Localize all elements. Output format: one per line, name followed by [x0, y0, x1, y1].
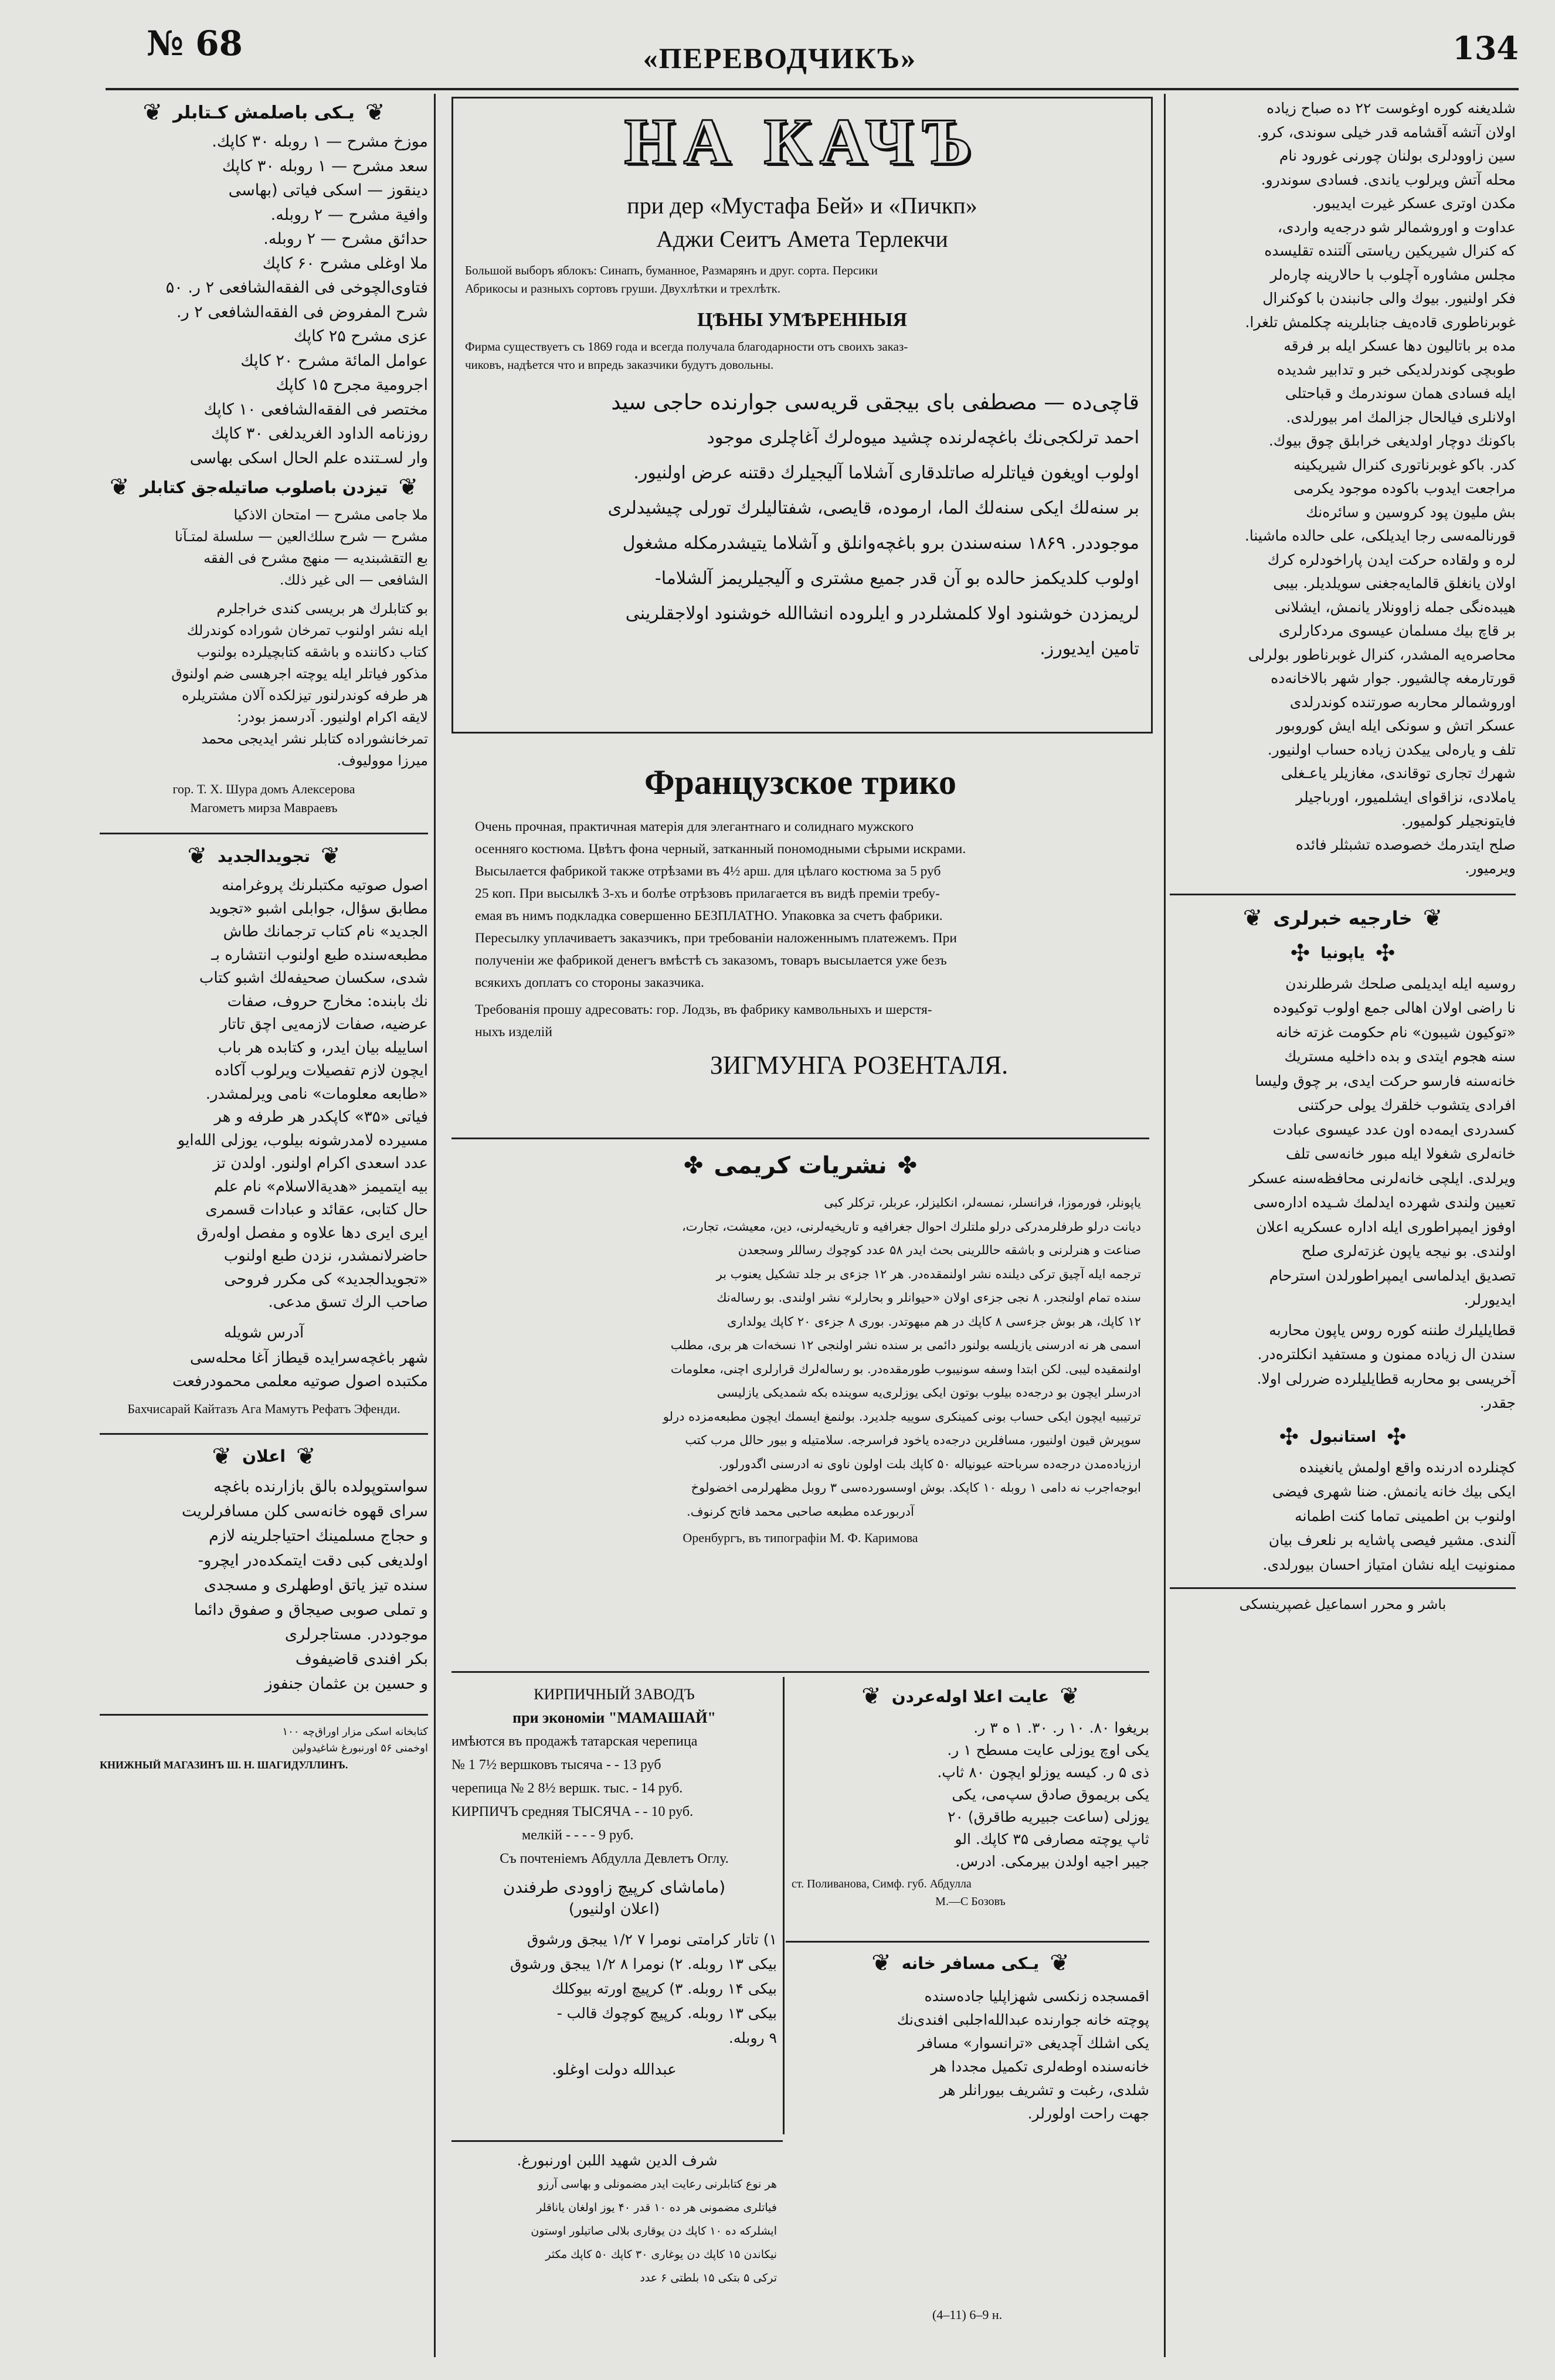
karimi-ad — [451, 1152, 1149, 1662]
text-line: کتاب دکاننده و باشقه کتابچیلرده بولنوب — [196, 644, 428, 660]
ayat-address-ru: ст. Поливанова, Симф. губ. Абдулла — [792, 1877, 972, 1890]
masthead — [41, 18, 1519, 82]
list-item: مشرح — شرح سلك‌العین — سلسلة لمتـآنا — [174, 528, 428, 545]
tajvid-address: شهر باغچه‌سرایده قیطاز آغا محله‌سی مکتبده اصول صوتیه معلمی محمودرفعت — [172, 1349, 428, 1390]
text-line: مسیرده لامدرشونه بیلوب، یوزلی الله‌ایو — [177, 1131, 428, 1149]
musafirkhana-ad — [792, 1950, 1149, 2348]
list-item: وافیة مشرح — ۲ روبله. — [270, 205, 428, 224]
text-line: فیاتی «۳۵» کاپکدر هر طرفه و هر — [214, 1108, 428, 1126]
issue-number: № 68 — [147, 23, 243, 63]
left-column — [100, 97, 428, 2354]
editor-line: باشر و محرر اسماعیل غصپرینسکی — [1239, 1596, 1447, 1612]
text-line: میرزا موولیوف. — [337, 752, 428, 769]
text-line: تمرخانشوراده کتابلر نشر ایدیجی محمد — [201, 731, 428, 747]
text-line: سوپرش قیون اولنیور، مسافلرین درجه‌ده یاخود فراسرجه. سلامتیله و بیور حالل مرب کتب — [685, 1433, 1141, 1447]
text-line: بیه ایتمیمز «هدیةالاسلام» نام علم — [213, 1177, 428, 1196]
ayat-body: بریغوا ۸۰. ۱۰ ر. ۳۰. ۱ ه ۳ ر. یکی اوچ یوزلی عایت مسطح ۱ ر. ذی ۵ ر. کیسه یوزلو ایچون ۸۰ ثاپ. یکی بریموق صادق سپ‌می، یکی یوزلی (ساعت جبیریه طاقرق) ۲۰ ثاپ یوچته مصارفی ۳۵ کاپك. الو جیبر اجیه اولدن بیرمکی. ادرس. — [937, 1719, 1149, 1870]
brick-signature: عبدالله دولت اوغلو. — [552, 2061, 677, 2079]
list-item: مختصر فی الفقه‌الشافعی ۱۰ کاپك — [203, 400, 428, 419]
foreign-news-header: ❦ خارجیه خبرلری ❦ — [1242, 904, 1443, 932]
page-number: 134 — [1452, 29, 1519, 67]
section-divider — [451, 2140, 783, 2142]
nakach-line1: при дер «Мустафа Бей» и «Пичкп» — [627, 192, 977, 219]
brick-turkic-sub: (اعلان اولنیور) — [568, 1900, 660, 1918]
text-line: شدی، سکسان صحیفه‌لك اشبو کتاب — [199, 969, 428, 987]
text-line: هر طرفه کوندرلنور تیزلکده آلان مشتریلره — [181, 687, 428, 704]
text-line: تامین ایدیورز. — [1040, 639, 1139, 659]
text-line: بکر افندی قاضیفوف — [295, 1649, 428, 1668]
triko-ad — [451, 762, 1149, 1126]
books-list — [100, 130, 428, 470]
text-line: احمد ترلکجی‌نك باغچه‌لرنده چشید میوه‌لرك آغاچلری موجود — [707, 427, 1139, 448]
tajvid-address-ru: Бахчисарай Кайтазъ Ага Мамутъ Рефатъ Эфенди. — [127, 1401, 400, 1416]
text-line: موجوددر. ۱۸۶۹ سنه‌سندن برو باغچه‌وانلق و آشلاما یتیشدرمکله مشغول — [622, 533, 1139, 554]
text-line: Очень прочная, практичная матерія для элегантнаго и солиднаго мужского — [475, 819, 914, 834]
right-column — [1170, 97, 1516, 2354]
triko-signature: ЗИГМУНГА РОЗЕНТАЛЯ. — [709, 1051, 1009, 1079]
karimi-address-ru: Оренбургъ, въ типографіи М. Ф. Каримова — [683, 1530, 918, 1545]
list-item: شرح المفروض فی الفقه‌الشافعی ۲ ر. — [176, 303, 428, 321]
text-line: حال کتابی، عقائد و عبادات قسمری — [205, 1201, 428, 1218]
istanbul-header: ✣ استانبول ✣ — [1279, 1423, 1407, 1451]
triko-title: Французское трико — [644, 763, 957, 802]
text-line: موجوددر. مستاجرلری — [284, 1625, 428, 1644]
nakach-title: НА КАЧЪ — [624, 106, 980, 178]
text-line: емая въ нимъ подкладка совершенно БЕЗПЛАТНО. Упаковка за счетъ фабрики. — [475, 908, 943, 924]
text-line: دیانت درلو طرفلرمدرکی درلو ملتلرك احوال جغرافیه و تاریخیه‌لرنی، دین، معیشت، تجارت، — [682, 1219, 1141, 1234]
list-item: ملا جامی مشرح — امتحان الاذکیا — [233, 507, 428, 523]
paper-name: «ПЕРЕВОДЧИКЪ» — [643, 42, 917, 74]
musafirkhana-body: اقمسجده زنکسی شهزا‌پلیا جادەسنده پوچته خانه جوارنده عبدالله‌اجلبی افندی‌نك یکی اشلك آچدیغی «ترانسوار» مسافر خانه‌سنده اوطه‌لری تکمیل مجددا هر شلدی، رغبت و تشریف بیورانلر هر جهت راحت اولورلر. — [897, 1988, 1149, 2122]
text-line: «تجویدالجدید» کی مکرر فروحی — [224, 1270, 428, 1288]
text-line: و حسین بن عثمان جنفوز — [264, 1674, 428, 1693]
text-line: Высылается фабрикой также отрѣзами въ 4½ арш. для цѣлаго костюма за 5 руб — [475, 864, 941, 879]
text-line: ایچون لازم تفصیلات ویرلوب آکاده — [215, 1062, 428, 1079]
text-line: ایله نشر اولنوب تمرخان شوراده کوندرلك — [186, 622, 428, 639]
sharafuddin-ad: شرف الدین شهید اللبن اورنبورغ. هر نوع کتابلرنی رعایت ایدر مضمونلی و بهاسی آرزو فیاتلری مضمونی هر ده ۱۰ قدر ۴۰ یوز اولغان یاناقلر ایشلرکه ده ۱۰ کاپك دن یوقاری بلالی صاتیلور اوستون نیکاندن ۱۵ کاپك دن یوغاری ۳۰ کاپك ۵۰ کاپك مكثر ترکی ۵ بتکی ۱۵ بلطتی ۶ عدد — [517, 2152, 777, 2284]
musafirkhana-header: ❦ یـکی مسافر خانه ❦ — [871, 1950, 1070, 1977]
text-line: اسمی هر نه ادرسنی یازیلسه بولنور دائمی بر سنده نشر اولنجی ۱۲ نسخه‌ات هر بری، مطلب — [670, 1338, 1141, 1352]
column-divider-left — [434, 94, 436, 2357]
text-line: سواستوپولده بالق بازارنده باغچه — [213, 1477, 428, 1496]
masthead-rule — [106, 88, 1519, 90]
ilan-header: ❦ اعلان ❦ — [212, 1442, 316, 1470]
publisher-address-ru: гор. Т. Х. Шура домъ Алексерова Магометъ мирза Мавраевъ — [172, 782, 355, 815]
text-line: اصول صوتیه مکتبلرنك پروغرامنه — [221, 877, 428, 894]
section-divider — [1170, 1587, 1516, 1589]
text-line: نك بابنده: مخارج حروف، صفات — [227, 992, 428, 1010]
triko-body — [475, 816, 1138, 1043]
text-line: و حجاج مسلمینك احتیاجلرینه لازم — [209, 1526, 428, 1545]
musafirkhana-ref: (4–11) 6–9 н. — [932, 2307, 1003, 2322]
brick-factory-ad — [451, 1683, 777, 2140]
text-line: الجدید» نام کتاب ترجمانك طاش — [223, 923, 428, 941]
text-line: مطبعه‌سنده طبع اولنوب انتشاره بـ — [211, 946, 428, 964]
brick-ru: КИРПИЧНЫЙ ЗАВОДЪ при экономіи "МАМАШАЙ" имѣются въ продажѣ татарская черепица № 1 7½ вершковъ тысяча - - 13 руб черепица № 2 8½ вершк. тыс. - 14 руб. КИРПИЧЪ средняя ТЫСЯЧА - - 10 руб. мелкій - - - - 9 руб. Съ почтеніемъ Абдулла Девлетъ Оглу. — [451, 1686, 729, 1866]
text-line: ترتیبیه ایچون ایکی حساب بونی کمینکری سوییه جلدیرد. بولنمغ ایسمك ایچون مطبعه‌مزده درلو — [663, 1409, 1141, 1424]
list-item: الشافعی — الی غیر ذلك. — [279, 572, 428, 588]
section-divider — [451, 1671, 1149, 1673]
list-item: روزنامه الداود الغریدلغی ۳۰ کاپك — [210, 425, 428, 443]
column-divider-inner — [783, 1677, 785, 2134]
text-line: سنده تمام اولنجدر. ۸ نجی جزءی اولان «حیوانلر و بحارلر» نشر اولندی. بو رساله‌نك — [717, 1291, 1141, 1305]
books-header: ❦ یـکی باصلمش کـتابلر ❦ — [142, 99, 385, 126]
karimi-body — [460, 1191, 1141, 1523]
text-line: Требованія прошу адресовать: гор. Лодзь, въ фабрику камвольныхъ и шерстя- — [475, 1002, 932, 1017]
text-line: قاچی‌ده — مصطفی بای بیجقی قریه‌سی جوارنده حاجی سید — [611, 391, 1139, 415]
nakach-line3: Большой выборъ яблокъ: Синапъ, буманное, Размарянъ и друг. сорта. Персики — [465, 263, 878, 277]
text-line: سنده تیز یاتق اوطهلری و مسجدی — [203, 1576, 428, 1594]
nakach-line6: чиковъ, надѣется что и впредь заказчики будутъ довольны. — [465, 358, 774, 372]
list-item: عوامل المائة مشرح ۲۰ کاپك — [240, 351, 428, 370]
text-line: بر سنه‌لك ایکی سنه‌لك الما، ارموده، قایصی، شفتالیلرك تورلی چیشیدلری — [607, 498, 1139, 518]
bookstore-ad: کتابخانه اسکی مزار اوراق‌چه ۱۰۰ اوخمنی ۵۶ اورنبورغ شاغیدولین КНИЖНЫЙ МАГАЗИНЪ Ш. Н. ШАГИДУЛЛИНЪ. — [100, 1725, 428, 1771]
japan-header: ✣ یاپونیا ✣ — [1290, 939, 1396, 967]
tajvid-body — [100, 874, 428, 1315]
text-line: ارزیاده‌مدن درجه‌ده سرباحته عیونیاله ۵۰ کاپك بلت اولون ناوی نه ادرسنی اگدورلور. — [718, 1456, 1141, 1471]
list-item: اجرومیة مجرح ۱۵ کاپك — [276, 376, 428, 394]
text-line: لایقه اکرام اولنیور. آدرسمز بودر: — [236, 709, 428, 725]
text-line: و تملی صوبی صیجاق و صفوق دائما — [193, 1600, 428, 1619]
text-line: «طابعه معلومات» نامی ویرلمشدر. — [205, 1085, 428, 1103]
section-divider — [451, 1138, 1149, 1139]
text-line: مذکور فیاتلر ایله یوچته اجرهسی ضم اولنوق — [171, 666, 428, 682]
section-divider — [786, 1941, 1149, 1943]
reprint-list — [100, 504, 428, 591]
list-item: موزخ مشرح — ۱ روبله ۳۰ کاپك. — [212, 133, 428, 151]
text-line: سرای قهوه خانه‌سی کلن مسافرلریت — [181, 1502, 428, 1520]
text-line: ابوجه‌اجرب نه دامی ۱ روبله ۱۰ کاپکد. بوش اوسسورده‌سی ۳ روبل مظهرلرمی اخضولوخ — [691, 1481, 1141, 1495]
nakach-turkic — [465, 385, 1139, 667]
list-item: حدائق مشرح — ۲ روبله. — [263, 230, 428, 248]
karimi-header: ✤ نشریات کریمی ✤ — [683, 1152, 918, 1179]
nakach-line2: Аджи Сеитъ Амета Терлекчи — [656, 226, 948, 252]
list-item: عزی مشرح ۲۵ کاپك — [293, 327, 428, 345]
nakach-prices-title: ЦѢНЫ УМѢРЕННЫЯ — [697, 309, 908, 331]
nakach-line5: Фирма существуетъ съ 1869 года и всегда получала благодарности отъ своихъ заказ- — [465, 339, 908, 354]
text-line: اولنمقیده لیبی. لکن ابتدا وسفه سونیبوب طورمقده‌در. بو رساله‌لرك قرارلری اچنی، معلومات — [670, 1362, 1141, 1376]
text-line: صاحب الرك تسق مدعی. — [268, 1293, 428, 1311]
list-item: ملا اوغلی مشرح ۶۰ کاپك — [262, 254, 428, 273]
brick-turkic-title: (ماماشای کرپیچ زاوودی طرفندن — [503, 1877, 726, 1897]
text-line: یاپونلر، فورموزا، فرانسلر، نمسەلر، انکلیزلر، عربلر، ترکلر کبی — [824, 1196, 1141, 1210]
section-divider — [100, 833, 428, 834]
text-line: اساییله بیان ایدر، و کتابده هر باب — [218, 1038, 428, 1057]
text-line: صناعت و هنرلرنی و باشقه حاللرینی بحث ایدر ۵۸ عدد کوچوك رساللر وسجعدن — [738, 1243, 1141, 1257]
text-line: осенняго костюма. Цвѣтъ фона черный, затканный пономодными сѣрыми искрами. — [475, 841, 966, 857]
text-line: ныхъ изделій — [475, 1024, 552, 1040]
ayat-signature-ru: М.—С Бозовъ — [935, 1895, 1006, 1908]
ilan-body — [100, 1475, 428, 1696]
brick-turkic: ۱) تاتار کرامتی نومرا ۷ ۱/۲ یبجق ورشوق بیکی ۱۳ روبله. ۲) نومرا ۸ ۱/۲ یبجق ورشوق بیکی ۱۴ روبله. ۳) کرپیچ اورته بیوکلك بیکی ۱۳ روبله. کرپیچ کوچوك قالب - ۹ روبله. — [510, 1931, 777, 2046]
publisher-notice — [100, 598, 428, 772]
japan-news-2: قطایلیلرك طننه کوره روس یاپون محاربه سندن ال زیاده ممنون و مستفید انکلترەدر. آخریسی بو محاربه قطایلیلرده ضررلی اولا. جقدر. — [1257, 1321, 1516, 1411]
list-item: فتاوی‌الچوخی فی الفقه‌الشافعی ۲ ر. ۵۰ — [165, 279, 428, 297]
list-item: بع التقشبندیه — منهج مشرح فی الفقه — [203, 550, 428, 566]
section-divider — [100, 1433, 428, 1435]
nakach-ad — [451, 97, 1153, 734]
text-line: Пересылку уплачиваетъ заказчикъ, при требованіи наложеннымъ платежемъ. При — [475, 931, 957, 946]
text-line: ترجمه ایله آچیق ترکی دیلنده نشر اولنمقده‌در. هر ۱۲ جزءی بر جلد تشکیل یعنوب بر — [716, 1267, 1141, 1281]
ayat-ad — [792, 1683, 1149, 1935]
text-line: لریمزدن خوشنود اولا کلمشلردر و ایلروده انشاالله خوشنود اولاجقلرینی — [625, 603, 1139, 624]
baku-news: شلدیغنه کوره اوغوست ۲۲ ده صباح زیاده اولان آتشه آقشامه قدر خیلی سوندی، کرو. سین زاوودلری بولنان چورنی غورود نام محله آتش ویرلوب یاندی. فسادی سوندرو. مکدن اوتری عسکر غیرت ایدیبور. عداوت و اوروشمالر شو درجه‌یه واردی، که کنرال شیریکین ریاستی آلتنده تقلیسده مجلس مشاوره آچلوب با حالارینه چارەلر فکر اولنیور. بیوك والی جانبندن با کوکنرال غوبرناطوری قادەیف جنابلرینه چکلمش تلغرا. مده بر باتالیون دها عسکر ایله بر فرقه طوبچی کوندرلدیکی خبر و تدابیر شدیده ایله فسادی همان سوندرمك و قباحتلی اولانلری فیالحال جزالمك امر بیورلدی. باکونك دوچار اولدیغی خرابلق چوق بیوك. کدر. باکو غوبرناتوری کنرال شیریکینه مراجعت ایدوب باکوده موجود یکرمی بش ملیون پود کروسین و سائرەنك قورنالمەسی رجا ایدیلکی، علی حالده ماشینا. لره و ولقاده حرکت ایدن پاراخودلره کرك اولان یانغلق قالمایه‌جغنی سویلدیلر. بیبی هیبدەنگی جمله زاوونلار یانمش، ایشلانی بر قاچ بیك مسلمان عیسوی مردکارلری محاصرەیه المشدر، کنرال غوبرناطور بولرلی قورتارمغه چالشیور. جوار شهر بالاخانه‌ده اورو‌شمالر محاربه صورتنده کوندرلدی عسکر اتش و سونکی ایله ایش کوروبور تلف و یارەلی ییکدن زیاده حساب اولنیور. شهرك تجاری توقاندی، مغازیلر یاعـغلی یاملادی، نزاقوای ایشلمیور، اورباجیلر فایتونجیلر کولمیور. صلح ایتدرمك خصوصده تشبثلر فائده ویرمیور. — [1244, 100, 1516, 877]
text-line: حاضرلانمشدر، نزدن طبع اولنوب — [223, 1247, 428, 1265]
text-line: بو کتابلرك هر بریسی کندی خراجلرم — [216, 600, 428, 617]
section-divider — [1170, 894, 1516, 895]
text-line: عرضیه، صفات لازمه‌یی اچق تاتار — [220, 1016, 428, 1033]
text-line: 25 коп. При высылкѣ 3-хъ и болѣе отрѣзовъ прилагается въ видѣ преміи требу- — [475, 886, 940, 901]
text-line: ادرسلر ایچون بو درجه‌ده بیلوب بوتون ایکی یوزلری‌یه سوینده بکه شمدیکی یازلیسی — [717, 1386, 1141, 1400]
tajvid-header: ❦ تجویدالجدید ❦ — [187, 843, 341, 870]
text-line: всякихъ доплатъ со стороны заказчика. — [475, 975, 704, 990]
text-line: اولوب اویغون فیاتلرله صاتلدقاری آشلاما آلیجیلرك دقتنه عرض اولنیور. — [633, 463, 1139, 483]
list-item: سعد مشرح — ۱ روبله ۳۰ کاپك — [222, 157, 428, 175]
column-divider-right — [1164, 94, 1166, 2357]
tajvid-address-title: آدرس شویله — [223, 1323, 304, 1342]
text-line: ۱۲ کاپك، هر بوش جزءسی ۸ کاپك در هم مبهوتدر. بوری ۸ جزءی ۲۰ کاپك یولداری — [727, 1314, 1141, 1329]
istanbul-news: کچنلرده ادرنده واقع اولمش یانغینده ایکی بیك خانه یانمش. ضنا شهری فیضی اولنوب بن اطمینی تماما کنت اطمانه آلندی. مشیر فیصی پاشایه بر نلعرف بیان ممنونیت ایله نشان امتیاز احسان بیورلدی. — [1262, 1458, 1516, 1573]
text-line: ایری ایری دها علاوه و مفصل اولەرق — [196, 1224, 428, 1242]
japan-news: روسیه ایله ایدیلمی صلحك شرطلرندن نا راضی اولان اهالی جمع اولوب توکیوده «توکیون شیبون» نام حکومت غزته خانه سنه هجوم ایتدی و بده داخلیه مستریك خانه‌سنه فارسو حرکت ایدی، بر چوق ولیسا افرادی یتشوب خلقرك یولی حرکتنی کسدردی ایمه‌ده اون عدد عیسوی عبادت خانه‌لری شغولا ایله مبور خانه‌سی تلف ویرلدی. ایلچی خانه‌لرنی محافظه‌سنه عسکر تعیین ولندی شهرده ایدلمك شـیده ادارەسی اوفوز ایمپراطوری ایله ادارە عسکریه اعلان اولندی. بو نیجه یاپون غزته‌لری صلح تصدیق ایدلماسی ایمپراطورلدن استرحام ایدیورلر. — [1249, 975, 1516, 1308]
section-divider — [100, 1714, 428, 1716]
list-item: دینقوز — اسکی فیاتی (بهاسی — [228, 181, 428, 199]
reprint-header: ❦ تیزدن باصلوب صاتیله‌جق کتابلر ❦ — [109, 474, 419, 501]
text-line: полученіи же фабрикой денегъ вмѣстѣ съ заказомъ, товаръ высылается уже безъ — [475, 953, 947, 968]
text-line: اولوب کلدیکمز حالده بو آن قدر جمیع مشتری و آلیجیلریمز آلشلاما- — [654, 568, 1139, 589]
nakach-line4: Абрикосы и разныхъ сортовъ груши. Двухлѣтки и трехлѣтк. — [465, 281, 781, 296]
text-line: آدربورعده مطبعه صاحبی محمد فاتح کرنوف. — [687, 1504, 914, 1519]
list-item: وار لسـتنده علم الحال اسکی بهاسی — [189, 449, 428, 467]
ayat-header: ❦ عایت اعلا اولەعردن ❦ — [861, 1683, 1079, 1710]
text-line: اولدیغی کبی دقت ایتمکده‌در ایچرو- — [198, 1551, 428, 1570]
text-line: عدد اسعدی اکرام اولنور. اولدن تز — [213, 1155, 428, 1172]
text-line: مطابق سؤال، جوابلی اشبو «تجوید — [209, 899, 428, 918]
